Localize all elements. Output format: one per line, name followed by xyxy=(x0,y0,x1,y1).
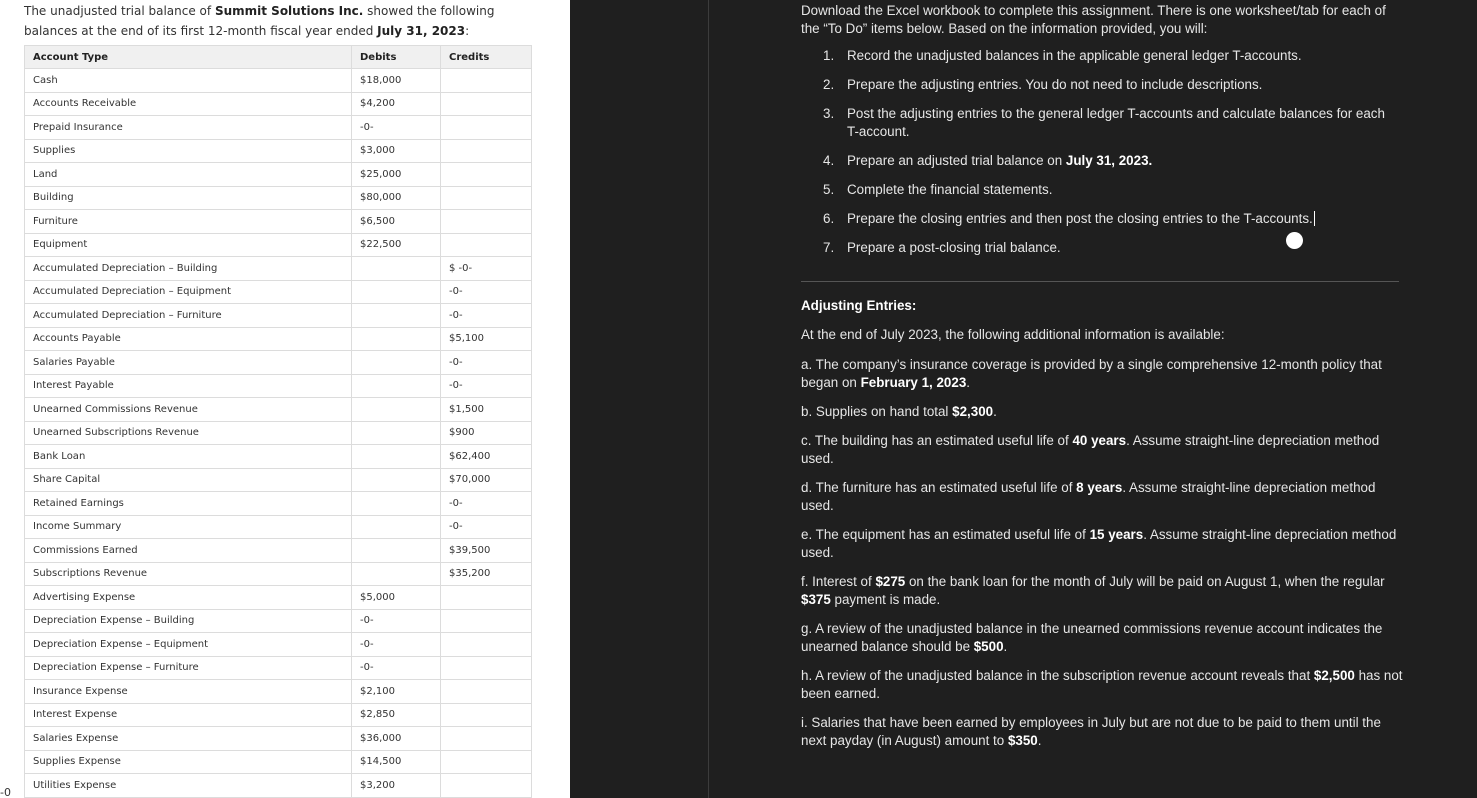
account-name-cell: Income Summary xyxy=(25,515,352,539)
account-name-cell: Land xyxy=(25,163,352,187)
adjusting-entry-highlight: $350 xyxy=(1007,733,1038,748)
debit-cell: $2,100 xyxy=(352,680,441,704)
account-name-cell: Accumulated Depreciation – Equipment xyxy=(25,280,352,304)
debit-cell xyxy=(352,374,441,398)
todo-item xyxy=(801,152,1391,170)
table-row xyxy=(25,445,532,469)
table-row xyxy=(25,257,532,281)
credit-cell xyxy=(441,186,532,210)
table-row xyxy=(25,398,532,422)
trial-balance-panel xyxy=(0,0,570,798)
table-row xyxy=(25,327,532,351)
todo-number: 6. xyxy=(823,211,835,226)
account-name-cell: Building xyxy=(25,186,352,210)
debit-cell: $4,200 xyxy=(352,92,441,116)
adjusting-entry-text: has not been earned. xyxy=(801,668,1403,701)
adjusting-entry-item xyxy=(801,620,1403,656)
account-name-cell: Depreciation Expense – Equipment xyxy=(25,633,352,657)
table-row xyxy=(25,750,532,774)
adjusting-entry-highlight: 8 years xyxy=(1076,480,1123,495)
table-row xyxy=(25,280,532,304)
adjusting-entry-text: . Assume straight-line depreciation method used. xyxy=(801,480,1376,513)
account-name-cell: Subscriptions Revenue xyxy=(25,562,352,586)
credit-cell xyxy=(441,69,532,93)
debit-cell: -0- xyxy=(352,633,441,657)
account-name-cell: Advertising Expense xyxy=(25,586,352,610)
fiscal-year-end-date: July 31, 2023 xyxy=(377,24,466,38)
debit-cell: $80,000 xyxy=(352,186,441,210)
debit-cell: $18,000 xyxy=(352,69,441,93)
todo-number: 2. xyxy=(823,77,835,92)
debit-cell: $36,000 xyxy=(352,727,441,751)
debit-cell xyxy=(352,492,441,516)
account-name-cell: Share Capital xyxy=(25,468,352,492)
account-name-cell: Interest Payable xyxy=(25,374,352,398)
credit-cell xyxy=(441,163,532,187)
table-row xyxy=(25,421,532,445)
todo-item xyxy=(801,47,1391,65)
table-row xyxy=(25,163,532,187)
column-header-credits: Credits xyxy=(441,46,532,69)
debit-cell: $2,850 xyxy=(352,703,441,727)
credit-cell: $1,500 xyxy=(441,398,532,422)
debit-cell xyxy=(352,351,441,375)
adjusting-entry-highlight: $2,500 xyxy=(1313,668,1355,683)
credit-cell xyxy=(441,633,532,657)
table-row xyxy=(25,656,532,680)
debit-cell xyxy=(352,280,441,304)
account-name-cell: Unearned Commissions Revenue xyxy=(25,398,352,422)
table-row xyxy=(25,562,532,586)
adjusting-entry-text: i. Salaries that have been earned by employees in July but are not due to be paid to them until the next payday (in August) amount to xyxy=(801,715,1381,748)
credit-cell: $70,000 xyxy=(441,468,532,492)
debit-cell: $3,200 xyxy=(352,774,441,798)
adjusting-entry-highlight: $500 xyxy=(973,639,1004,654)
company-name: Summit Solutions Inc. xyxy=(214,4,364,18)
adjusting-entry-item xyxy=(801,526,1403,562)
account-name-cell: Salaries Expense xyxy=(25,727,352,751)
todo-item xyxy=(801,105,1391,141)
account-name-cell: Prepaid Insurance xyxy=(25,116,352,140)
debit-cell xyxy=(352,304,441,328)
todo-number: 4. xyxy=(823,153,835,168)
adjusting-entry-item xyxy=(801,667,1403,703)
credit-cell: -0- xyxy=(441,515,532,539)
account-name-cell: Accumulated Depreciation – Building xyxy=(25,257,352,281)
credit-cell: $35,200 xyxy=(441,562,532,586)
credit-cell xyxy=(441,233,532,257)
table-row xyxy=(25,374,532,398)
adjusting-entry-text: . Assume straight-line depreciation method used. xyxy=(801,527,1397,560)
intro-text: : xyxy=(465,24,470,38)
adjusting-entry-highlight: $275 xyxy=(875,574,906,589)
table-row xyxy=(25,304,532,328)
adjusting-entry-highlight: $375 xyxy=(801,592,831,607)
todo-item xyxy=(801,181,1391,199)
credit-cell xyxy=(441,586,532,610)
todo-text: Prepare an adjusted trial balance on xyxy=(847,153,1066,168)
adjusting-entry-item xyxy=(801,356,1403,392)
adjusting-entry-text: . xyxy=(1003,639,1008,654)
adjusting-entry-text: payment is made. xyxy=(830,592,941,607)
adjusting-entry-text: . xyxy=(993,404,997,419)
intro-text: showed the following balances at the end of its first 12-month fiscal year ended xyxy=(24,4,495,38)
table-row xyxy=(25,492,532,516)
adjusting-entry-highlight: 15 years xyxy=(1089,527,1144,542)
table-row xyxy=(25,233,532,257)
table-row xyxy=(25,139,532,163)
adjusting-entry-item xyxy=(801,432,1403,468)
debit-cell xyxy=(352,398,441,422)
todo-number: 1. xyxy=(823,48,835,63)
adjusting-entry-text: . xyxy=(1037,733,1042,748)
todo-text: Prepare the adjusting entries. You do not need to include descriptions. xyxy=(847,77,1263,92)
todo-text: Record the unadjusted balances in the applicable general ledger T-accounts. xyxy=(847,48,1302,63)
column-header-debits: Debits xyxy=(352,46,441,69)
adjusting-entry-item xyxy=(801,573,1403,609)
adjusting-entry-highlight: 40 years xyxy=(1072,433,1127,448)
account-name-cell: Supplies Expense xyxy=(25,750,352,774)
credit-cell: -0- xyxy=(441,374,532,398)
todo-text: Post the adjusting entries to the general ledger T-accounts and calculate balances for each T-account. xyxy=(847,106,1385,139)
trial-balance-table xyxy=(24,45,532,798)
debit-cell xyxy=(352,327,441,351)
clipped-text-fragment: -0 xyxy=(0,786,11,798)
adjusting-entry-item xyxy=(801,714,1403,750)
adjusting-entry-item xyxy=(801,479,1403,515)
account-name-cell: Equipment xyxy=(25,233,352,257)
credit-cell: -0- xyxy=(441,351,532,375)
adjusting-entry-highlight: February 1, 2023 xyxy=(860,375,967,390)
account-name-cell: Furniture xyxy=(25,210,352,234)
account-name-cell: Interest Expense xyxy=(25,703,352,727)
todo-item xyxy=(801,76,1391,94)
text-cursor xyxy=(1314,211,1315,226)
debit-cell: -0- xyxy=(352,609,441,633)
credit-cell: $ -0- xyxy=(441,257,532,281)
table-row xyxy=(25,609,532,633)
account-name-cell: Salaries Payable xyxy=(25,351,352,375)
credit-cell xyxy=(441,727,532,751)
table-row xyxy=(25,633,532,657)
account-name-cell: Unearned Subscriptions Revenue xyxy=(25,421,352,445)
credit-cell xyxy=(441,703,532,727)
todo-text: Prepare the closing entries and then post the closing entries to the T-accounts. xyxy=(847,211,1313,226)
credit-cell xyxy=(441,680,532,704)
debit-cell: $5,000 xyxy=(352,586,441,610)
credit-cell xyxy=(441,774,532,798)
adjusting-entry-text: a. The company’s insurance coverage is provided by a single comprehensive 12-month policy that began on xyxy=(801,357,1382,390)
adjusting-entry-text: . Assume straight-line depreciation method used. xyxy=(801,433,1380,466)
adjusting-entry-highlight: $2,300 xyxy=(952,404,994,419)
table-row xyxy=(25,92,532,116)
trial-balance-intro xyxy=(24,1,544,41)
account-name-cell: Insurance Expense xyxy=(25,680,352,704)
credit-cell: $900 xyxy=(441,421,532,445)
assignment-intro: Download the Excel workbook to complete this assignment. There is one worksheet/tab for each of the “To Do” items below. Based on the information provided, you will: xyxy=(801,3,1386,36)
debit-cell xyxy=(352,539,441,563)
debit-cell xyxy=(352,257,441,281)
table-row xyxy=(25,515,532,539)
account-name-cell: Commissions Earned xyxy=(25,539,352,563)
credit-cell: $5,100 xyxy=(441,327,532,351)
debit-cell xyxy=(352,562,441,586)
table-row xyxy=(25,539,532,563)
debit-cell xyxy=(352,515,441,539)
adjusting-entries-lead: At the end of July 2023, the following additional information is available: xyxy=(801,327,1225,342)
table-header-row xyxy=(25,46,532,69)
todo-item xyxy=(801,210,1391,228)
table-row xyxy=(25,774,532,798)
account-name-cell: Bank Loan xyxy=(25,445,352,469)
credit-cell: -0- xyxy=(441,492,532,516)
panel-gap xyxy=(570,0,710,798)
credit-cell xyxy=(441,116,532,140)
debit-cell xyxy=(352,468,441,492)
adjusting-entry-text: on the bank loan for the month of July will be paid on August 1, when the regular xyxy=(905,574,1385,589)
adjusting-entry-text: f. Interest of xyxy=(801,574,876,589)
adjusting-entries-list xyxy=(801,356,1403,761)
table-row xyxy=(25,210,532,234)
credit-cell xyxy=(441,139,532,163)
account-name-cell: Depreciation Expense – Building xyxy=(25,609,352,633)
todo-number: 5. xyxy=(823,182,835,197)
todo-text: Prepare a post-closing trial balance. xyxy=(847,240,1061,255)
intro-text: The unadjusted trial balance of xyxy=(24,4,215,18)
credit-cell: $39,500 xyxy=(441,539,532,563)
adjusting-entry-item xyxy=(801,403,1403,421)
table-row xyxy=(25,680,532,704)
debit-cell: $6,500 xyxy=(352,210,441,234)
todo-number: 7. xyxy=(823,240,835,255)
assignment-instructions-panel xyxy=(709,0,1477,798)
account-name-cell: Accounts Receivable xyxy=(25,92,352,116)
column-header-account-type: Account Type xyxy=(25,46,352,69)
debit-cell: -0- xyxy=(352,116,441,140)
table-row xyxy=(25,703,532,727)
todo-number: 3. xyxy=(823,106,835,121)
todo-list xyxy=(801,47,1391,268)
debit-cell: $22,500 xyxy=(352,233,441,257)
trial-balance-body xyxy=(25,69,532,798)
account-name-cell: Retained Earnings xyxy=(25,492,352,516)
credit-cell: $62,400 xyxy=(441,445,532,469)
adjusting-entry-text: . xyxy=(966,375,971,390)
table-row xyxy=(25,186,532,210)
adjusting-entries-heading: Adjusting Entries: xyxy=(801,298,917,313)
mouse-cursor-indicator xyxy=(1286,232,1303,249)
adjusting-entry-text: d. The furniture has an estimated useful life of xyxy=(801,480,1077,495)
account-name-cell: Depreciation Expense – Furniture xyxy=(25,656,352,680)
account-name-cell: Cash xyxy=(25,69,352,93)
section-divider xyxy=(801,281,1399,282)
account-name-cell: Accounts Payable xyxy=(25,327,352,351)
credit-cell xyxy=(441,656,532,680)
table-row xyxy=(25,69,532,93)
debit-cell: $3,000 xyxy=(352,139,441,163)
debit-cell: $25,000 xyxy=(352,163,441,187)
account-name-cell: Accumulated Depreciation – Furniture xyxy=(25,304,352,328)
todo-bold-text: July 31, 2023. xyxy=(1065,153,1153,168)
table-row xyxy=(25,351,532,375)
adjusting-entry-text: h. A review of the unadjusted balance in the subscription revenue account reveals that xyxy=(801,668,1314,683)
account-name-cell: Utilities Expense xyxy=(25,774,352,798)
credit-cell: -0- xyxy=(441,304,532,328)
table-row xyxy=(25,468,532,492)
credit-cell xyxy=(441,210,532,234)
adjusting-entry-text: c. The building has an estimated useful life of xyxy=(801,433,1073,448)
table-row xyxy=(25,116,532,140)
credit-cell xyxy=(441,609,532,633)
adjusting-entry-text: g. A review of the unadjusted balance in the unearned commissions revenue account indicates the unearned balance should be xyxy=(801,621,1383,654)
adjusting-entry-text: b. Supplies on hand total xyxy=(801,404,953,419)
table-row xyxy=(25,586,532,610)
credit-cell xyxy=(441,92,532,116)
debit-cell xyxy=(352,421,441,445)
todo-text: Complete the financial statements. xyxy=(847,182,1053,197)
debit-cell xyxy=(352,445,441,469)
credit-cell xyxy=(441,750,532,774)
debit-cell: -0- xyxy=(352,656,441,680)
account-name-cell: Supplies xyxy=(25,139,352,163)
table-row xyxy=(25,727,532,751)
debit-cell: $14,500 xyxy=(352,750,441,774)
adjusting-entry-text: e. The equipment has an estimated useful life of xyxy=(801,527,1090,542)
credit-cell: -0- xyxy=(441,280,532,304)
